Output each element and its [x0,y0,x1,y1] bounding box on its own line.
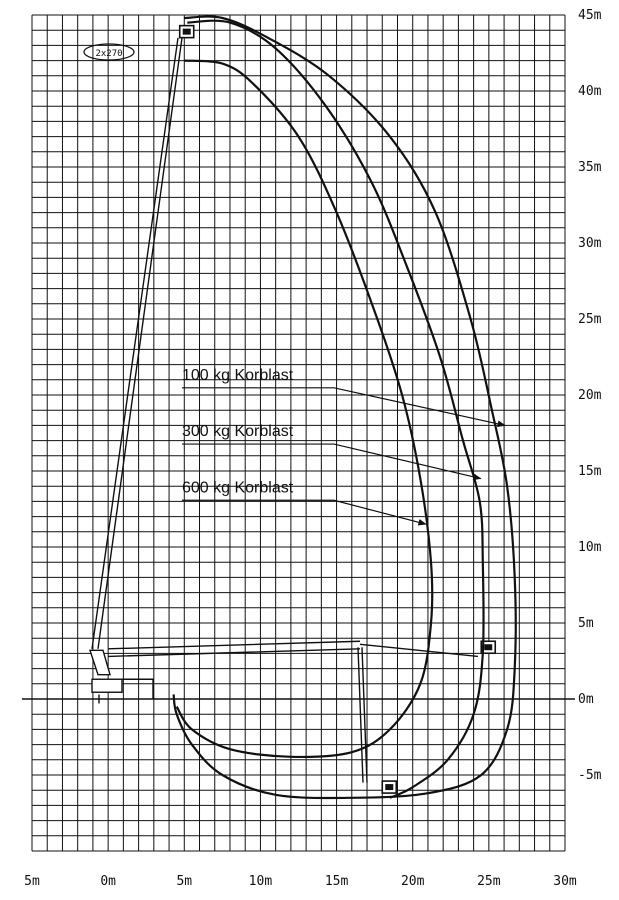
x-tick-label: 30m [553,874,577,889]
y-tick-label: 40m [578,84,602,99]
y-tick-label: 35m [578,160,602,175]
x-tick-label: 20m [400,874,425,889]
basket-top-fill [183,29,191,35]
envelope-300kg [187,21,483,798]
x-tick-label: 15m [324,874,349,889]
y-tick-label: 20m [578,388,602,403]
x-tick-labels [24,874,577,889]
y-tick-label: 45m [578,8,602,23]
reach-envelopes [174,17,516,798]
x-tick-label: 0m [100,874,116,889]
x-tick-label: 5m [176,874,193,889]
y-tick-label: 5m [578,616,594,631]
y-tick-label: 25m [578,312,602,327]
y-tick-label: -5m [578,768,602,783]
y-tick-label: 10m [578,540,602,555]
annotation-leader [182,500,426,524]
badge-text: 2x270 [95,49,123,59]
basket-bottom-fill [385,784,393,790]
annotation-leader [182,444,481,479]
x-tick-label: 5m [24,874,40,889]
y-tick-label: 30m [578,236,602,251]
y-tick-label: 15m [578,464,602,479]
basket-side-fill [484,644,492,650]
x-tick-label: 10m [248,874,273,889]
boom-vertical [92,38,182,649]
y-tick-label: 0m [578,692,594,707]
x-tick-label: 25m [477,874,501,889]
model-badge [84,44,134,60]
boom-down [358,647,367,782]
plot-grid [32,15,565,851]
annotation-label: 300 kg Korblast [182,423,294,441]
boom-horizontal [108,641,478,656]
annotation-label: 600 kg Korblast [182,479,294,497]
y-tick-labels [578,8,602,783]
truck-body [92,679,122,692]
annotation-label: 100 kg Korblast [182,366,294,384]
